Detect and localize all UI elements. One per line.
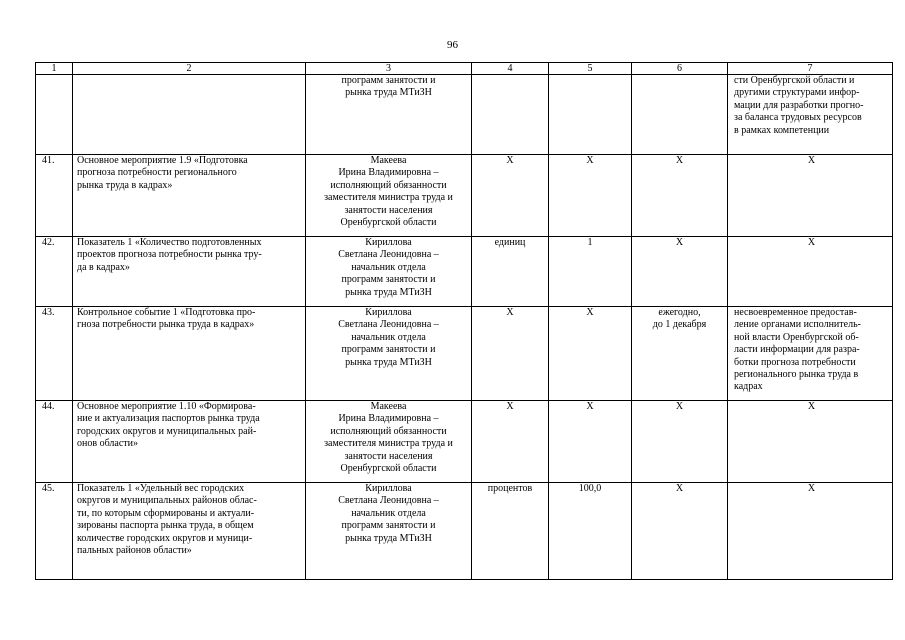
row-number-cell [36, 75, 73, 155]
risk-cell [728, 483, 893, 580]
cell-text-line: Х [675, 401, 684, 412]
cell-text-line: ной власти Оренбургской об- [734, 331, 859, 343]
cell-text-line: ботки прогноза потребности [734, 356, 856, 368]
cell-text-line: Х [675, 237, 684, 248]
row-number-cell: 44. [36, 401, 73, 483]
column-header: 3 [306, 63, 472, 75]
cell-text-line: Х [807, 237, 816, 248]
cell-text-line: несвоевременное предостав- [734, 307, 857, 318]
cell-text-line: регионального рынка труда в [734, 369, 859, 381]
cell-text-line: программ занятости и [341, 344, 436, 356]
cell-text-line: Х [807, 483, 816, 494]
measure-name-cell [73, 155, 306, 237]
cell-text-line: гноза потребности рынка труда в кадрах» [77, 319, 255, 331]
value-cell [549, 75, 632, 155]
measure-name-cell [73, 401, 306, 483]
row-number-cell: 45. [36, 483, 73, 580]
cell-text-line: ти, по которым сформированы и актуали- [77, 507, 255, 519]
cell-text-line: Макеева [370, 155, 407, 166]
unit-cell: Х [472, 155, 549, 237]
value-cell: 1 [549, 237, 632, 307]
cell-text-line: зированы паспорта рынка труда, в общем [77, 520, 254, 532]
value-cell: 100,0 [549, 483, 632, 580]
cell-text-line: начальник отдела [351, 507, 426, 519]
unit-cell: единиц [472, 237, 549, 307]
measure-name-cell [73, 237, 306, 307]
cell-text-line: рынка труда МТиЗН [345, 87, 432, 99]
cell-text-line: проектов прогноза потребности рынка тру- [77, 249, 262, 261]
cell-text-line: Х [807, 155, 816, 166]
value-cell: Х [549, 155, 632, 237]
cell-text-line: прогноза потребности регионального [77, 167, 237, 179]
column-header: 4 [472, 63, 549, 75]
risk-cell [728, 237, 893, 307]
cell-text-line: занятости населения [344, 450, 433, 462]
responsible-cell [306, 307, 472, 401]
cell-text-line: ление органами исполнитель- [734, 319, 861, 331]
cell-text-line: пальных районов области» [77, 545, 192, 557]
cell-text-line: да в кадрах» [77, 261, 130, 273]
cell-text-line: программ занятости и [341, 75, 436, 86]
cell-text-line: городских округов и муниципальных рай- [77, 425, 257, 437]
unit-cell: Х [472, 401, 549, 483]
risk-cell [728, 401, 893, 483]
column-header: 6 [632, 63, 728, 75]
cell-text-line: Х [807, 401, 816, 412]
cell-text-line: Светлана Леонидовна – [338, 319, 439, 331]
cell-text-line: начальник отдела [351, 261, 426, 273]
responsible-cell [306, 155, 472, 237]
column-header: 1 [36, 63, 73, 75]
cell-text-line: в рамках компетенции [734, 124, 830, 136]
measures-table [35, 62, 893, 580]
responsible-cell [306, 401, 472, 483]
cell-text-line: исполняющий обязанности [330, 425, 447, 437]
cell-text-line: Светлана Леонидовна – [338, 249, 439, 261]
table-row [36, 401, 893, 483]
risk-cell [728, 307, 893, 401]
cell-text-line: ласти информации для разра- [734, 344, 860, 356]
deadline-cell [632, 155, 728, 237]
cell-text-line: ежегодно, [658, 307, 701, 318]
value-cell: Х [549, 307, 632, 401]
cell-text-line: программ занятости и [341, 520, 436, 532]
value-cell: Х [549, 401, 632, 483]
deadline-cell [632, 307, 728, 401]
measure-name-cell [73, 307, 306, 401]
cell-text-line: Показатель 1 «Удельный вес городских [77, 483, 245, 494]
responsible-cell [306, 237, 472, 307]
cell-text-line: ние и актуализация паспортов рынка труда [77, 413, 260, 425]
cell-text-line: Х [675, 483, 684, 494]
responsible-cell [306, 75, 472, 155]
cell-text-line: кадрах [734, 381, 763, 393]
cell-text-line: рынка труда в кадрах» [77, 179, 173, 191]
cell-text-line: рынка труда МТиЗН [345, 286, 432, 298]
cell-text-line: Х [675, 155, 684, 166]
row-number-cell: 41. [36, 155, 73, 237]
risk-cell [728, 155, 893, 237]
table-row [36, 155, 893, 237]
table-row [36, 483, 893, 580]
responsible-cell [306, 483, 472, 580]
cell-text-line: Кириллова [365, 237, 412, 248]
cell-text-line: онов области» [77, 438, 139, 450]
cell-text-line: количестве городских округов и муници- [77, 532, 253, 544]
cell-text-line: сти Оренбургской области и [734, 75, 855, 86]
cell-text-line: рынка труда МТиЗН [345, 356, 432, 368]
cell-text-line: Контрольное событие 1 «Подготовка про- [77, 307, 256, 318]
cell-text-line: Оренбургской области [340, 217, 437, 229]
row-number-cell: 42. [36, 237, 73, 307]
cell-text-line: за баланса трудовых ресурсов [734, 112, 862, 124]
page-number: 96 [447, 39, 458, 51]
deadline-cell [632, 75, 728, 155]
cell-text-line: занятости населения [344, 204, 433, 216]
cell-text-line: заместителя министра труда и [324, 192, 453, 204]
cell-text-line: мации для разработки прогно- [734, 99, 864, 111]
cell-text-line: начальник отдела [351, 331, 426, 343]
table-row [36, 237, 893, 307]
measure-name-cell [73, 483, 306, 580]
cell-text-line: Оренбургской области [340, 463, 437, 475]
cell-text-line: Кириллова [365, 307, 412, 318]
cell-text-line: до 1 декабря [652, 319, 707, 331]
unit-cell: Х [472, 307, 549, 401]
unit-cell [472, 75, 549, 155]
column-header: 7 [728, 63, 893, 75]
cell-text-line: Ирина Владимировна – [338, 413, 439, 425]
cell-text-line: другими структурами инфор- [734, 87, 860, 99]
column-header: 2 [73, 63, 306, 75]
deadline-cell [632, 401, 728, 483]
cell-text-line: Ирина Владимировна – [338, 167, 439, 179]
cell-text-line: Светлана Леонидовна – [338, 495, 439, 507]
cell-text-line: программ занятости и [341, 274, 436, 286]
cell-text-line: Основное мероприятие 1.10 «Формирова- [77, 401, 256, 412]
cell-text-line: исполняющий обязанности [330, 179, 447, 191]
cell-text-line: Макеева [370, 401, 407, 412]
cell-text-line: округов и муниципальных районов облас- [77, 495, 257, 507]
cell-text-line: рынка труда МТиЗН [345, 532, 432, 544]
table-header-row [36, 63, 893, 75]
risk-cell [728, 75, 893, 155]
deadline-cell [632, 237, 728, 307]
cell-text-line: Кириллова [365, 483, 412, 494]
table-row [36, 75, 893, 155]
cell-text-line: Показатель 1 «Количество подготовленных [77, 237, 262, 248]
column-header: 5 [549, 63, 632, 75]
cell-text-line: Основное мероприятие 1.9 «Подготовка [77, 155, 248, 166]
cell-text-line: заместителя министра труда и [324, 438, 453, 450]
row-number-cell: 43. [36, 307, 73, 401]
deadline-cell [632, 483, 728, 580]
table-row [36, 307, 893, 401]
measure-name-cell [73, 75, 306, 155]
unit-cell: процентов [472, 483, 549, 580]
